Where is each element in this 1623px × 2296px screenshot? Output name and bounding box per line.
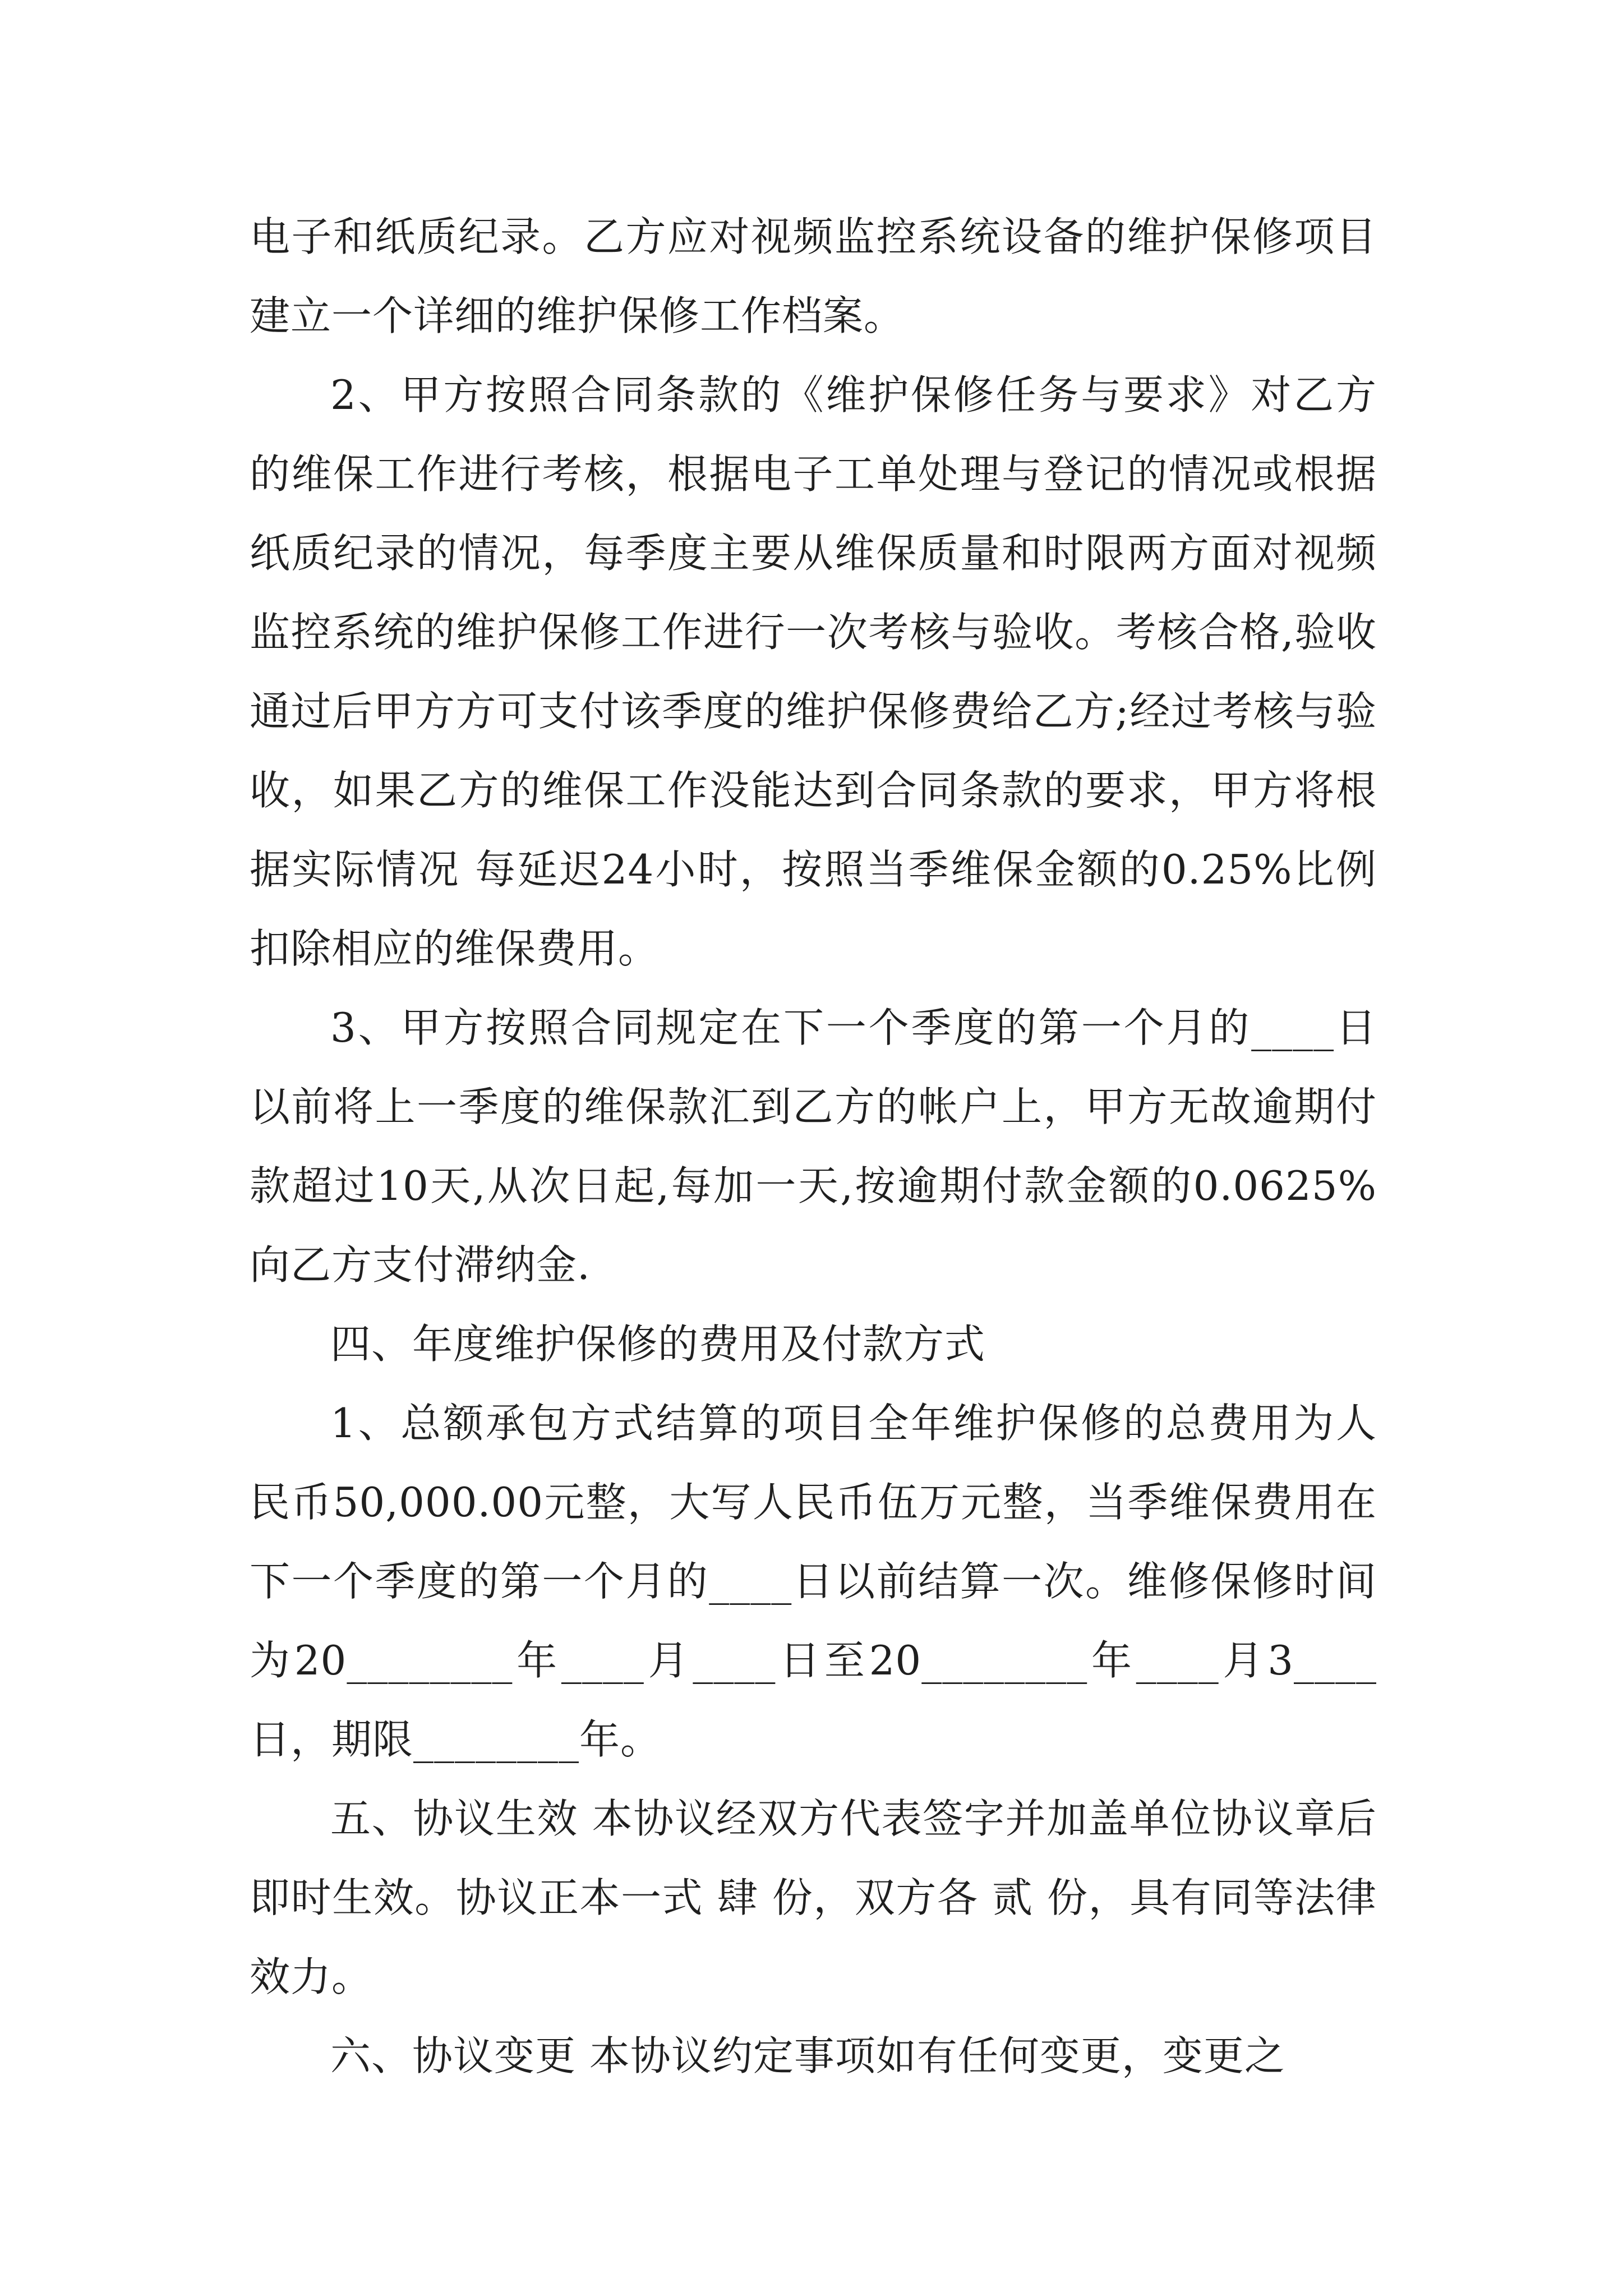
paragraph-clause-1-total-fee: 1、总额承包方式结算的项目全年维护保修的总费用为人民币50,000.00元整，大写人民币伍万元整，当季维保费用在下一个季度的第一个月的____日以前结算一次。维修保修时间为20________年____月____日至20________年____月3____日，期限________年。 xyxy=(250,1400,1377,1763)
paragraph-clause-3-payment: 3、甲方按照合同规定在下一个季度的第一个月的____日以前将上一季度的维保款汇到乙方的帐户上，甲方无故逾期付款超过10天,从次日起,每加一天,按逾期付款金额的0.0625%向乙方支付滞纳金. xyxy=(250,1004,1377,1289)
paragraph-clause-2-assessment: 2、甲方按照合同条款的《维护保修任务与要求》对乙方的维保工作进行考核，根据电子工单处理与登记的情况或根据纸质纪录的情况，每季度主要从维保质量和时限两方面对视频监控系统的维护保修工作进行一次考核与验收。考核合格,验收通过后甲方方可支付该季度的维护保修费给乙方;经过考核与验收，如果乙方的维保工作没能达到合同条款的要求，甲方将根据实际情况 每延迟24小时，按照当季维保金额的0.25%比例扣除相应的维保费用。 xyxy=(250,371,1377,972)
document-body xyxy=(250,197,1377,2096)
paragraph-continuation: 电子和纸质纪录。乙方应对视频监控系统设备的维护保修项目建立一个详细的维护保修工作档案。 xyxy=(250,213,1377,339)
paragraph-section-5-effectiveness: 五、协议生效 本协议经双方代表签字并加盖单位协议章后即时生效。协议正本一式 肆 份，双方各 贰 份，具有同等法律效力。 xyxy=(250,1795,1377,2000)
paragraph-section-6-amendment: 六、协议变更 本协议约定事项如有任何变更，变更之 xyxy=(330,2032,1285,2079)
section-heading-fees: 四、年度维护保修的费用及付款方式 xyxy=(330,1320,986,1368)
